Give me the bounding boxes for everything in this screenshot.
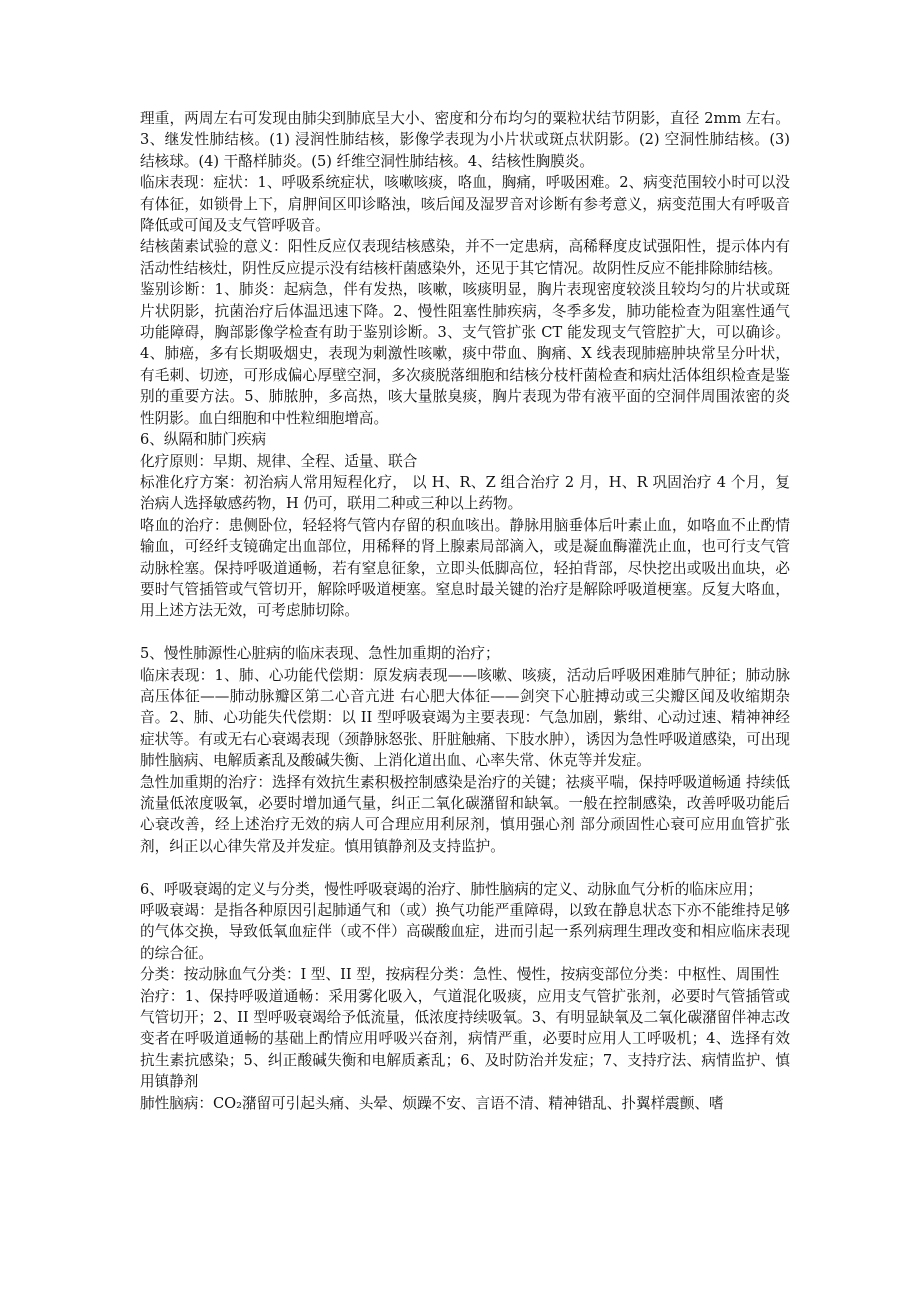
blank-line bbox=[140, 622, 790, 643]
paragraph-chemo-principles: 化疗原则：早期、规律、全程、适量、联合 bbox=[140, 452, 418, 470]
blank-line bbox=[140, 857, 790, 878]
paragraph-cor-pulmonale-manifestations: 临床表现：1、肺、心功能代偿期：原发病表现——咳嗽、咳痰，活动后呼吸困难肺气肿征；肺动脉高压体征——肺动脉瓣区第二心音亢进 右心肥大体征——剑突下心脏搏动或三尖瓣区闻及收缩期杂音。2、肺、心功能失代偿期：以 II 型呼吸衰竭为主要表现：气急加剧，紫绀、心动过速、精神神经症状等。有或无右心衰竭表现（颈静脉怒张、肝脏触痛、下肢水肿），诱因为急性呼吸道感染，可出现肺性脑病、电解质紊乱及酸碱失衡、上消化道出血、心率失常、休克等并发症。 bbox=[140, 666, 790, 770]
paragraph-differential-diagnosis: 鉴别诊断：1、肺炎：起病急，伴有发热，咳嗽，咳痰明显，胸片表现密度较淡且较均匀的片状或斑片状阴影，抗菌治疗后体温迅速下降。2、慢性阻塞性肺疾病，冬季多发，肺功能检查为阻塞性通气功能障碍，胸部影像学检查有助于鉴别诊断。3、支气管扩张 CT 能发现支气管腔扩大，可以确诊。4、肺癌，多有长期吸烟史，表现为刺激性咳嗽，痰中带血、胸痛、X 线表现肺癌肿块常呈分叶状，有毛刺、切迹，可形成偏心厚壁空洞，多次痰脱落细胞和结核分枝杆菌检查和病灶活体组织检查是鉴别的重要方法。5、肺脓肿，多高热，咳大量脓臭痰，胸片表现为带有液平面的空洞伴周围浓密的炎性阴影。血白细胞和中性粒细胞增高。 bbox=[140, 281, 790, 427]
paragraph-acute-exacerbation-treatment: 急性加重期的治疗：选择有效抗生素积极控制感染是治疗的关键；祛痰平喘，保持呼吸道畅通 持续低流量低浓度吸氧，必要时增加通气量，纠正二氧化碳潴留和缺氧。一般在控制感染，改善呼吸功能后心衰改善，经上述治疗无效的病人可合理应用利尿剂，慎用强心剂 部分顽固性心衰可应用血管扩张剂，纠正以心律失常及并发症。慎用镇静剂及支持监护。 bbox=[140, 773, 790, 855]
paragraph-mediastinal-disease: 6、纵隔和肺门疾病 bbox=[140, 431, 267, 449]
paragraph-pulmonary-encephalopathy: 肺性脑病：CO₂潴留可引起头痛、头晕、烦躁不安、言语不清、精神错乱、扑翼样震颤、嗜 bbox=[140, 1094, 724, 1112]
paragraph-respiratory-failure-definition: 呼吸衰竭：是指各种原因引起肺通气和（或）换气功能严重障碍，以致在静息状态下亦不能维持足够的气体交换，导致低氧血症伴（或不伴）高碳酸血症，进而引起一系列病理生理改变和相应临床表现的综合征。 bbox=[140, 902, 790, 962]
paragraph-tuberculin-test: 结核菌素试验的意义：阳性反应仅表现结核感染，并不一定患病，高稀释度皮试强阳性，提示体内有活动性结核灶，阴性反应提示没有结核杆菌感染外，还见于其它情况。故阴性反应不能排除肺结核。 bbox=[140, 238, 790, 277]
paragraph-standard-regimen: 标准化疗方案：初治病人常用短程化疗， 以 H、R、Z 组合治疗 2 月，H、R 巩固治疗 4 个月，复治病人选择敏感药物，H 仍可，联用二种或三种以上药物。 bbox=[140, 473, 790, 513]
section-heading-cor-pulmonale: 5、慢性肺源性心脏病的临床表现、急性加重期的治疗； bbox=[140, 645, 500, 663]
document-page bbox=[140, 108, 790, 1114]
paragraph-hemoptysis-treatment: 咯血的治疗：患侧卧位，轻轻将气管内存留的积血咳出。静脉用脑垂体后叶素止血，如咯血不止酌情输血，可经纤支镜确定出血部位，用稀释的肾上腺素局部滴入，或是凝血酶灌洗止血，也可行支气管动脉栓塞。保持呼吸道通畅，若有窒息征象，立即头低脚高位，轻拍背部，尽快挖出或吸出血块，必要时气管插管或气管切开，解除呼吸道梗塞。窒息时最关键的治疗是解除呼吸道梗塞。反复大咯血，用上述方法无效，可考虑肺切除。 bbox=[140, 516, 790, 620]
section-heading-respiratory-failure: 6、呼吸衰竭的定义与分类，慢性呼吸衰竭的治疗、肺性脑病的定义、动脉血气分析的临床应用； bbox=[140, 880, 763, 898]
paragraph-respiratory-failure-treatment: 治疗：1、保持呼吸道通畅：采用雾化吸入，气道混化吸痰，应用支气管扩张剂，必要时气管插管或气管切开；2、II 型呼吸衰竭给予低流量，低浓度持续吸氧。3、有明显缺氧及二氧化碳潴留伴神志改变者在呼吸道通畅的基础上酌情应用呼吸兴奋剂，病情严重，必要时应用人工呼吸机；4、选择有效抗生素抗感染；5、纠正酸碱失衡和电解质紊乱；6、及时防治并发症；7、支持疗法、病情监护、慎用镇静剂 bbox=[140, 987, 790, 1091]
paragraph-clinical-manifestations: 临床表现：症状：1、呼吸系统症状，咳嗽咳痰，咯血，胸痛，呼吸困难。2、病变范围较小时可以没有体征，如锁骨上下，肩胛间区叩诊略浊，咳后闻及湿罗音对诊断有参考意义，病变范围大有呼吸音降低或可闻及支气管呼吸音。 bbox=[140, 174, 790, 235]
paragraph-classification: 分类：按动脉血气分类：I 型、II 型，按病程分类：急性、慢性，按病变部位分类：中枢性、周围性 bbox=[140, 966, 780, 984]
paragraph-miliary-tb-findings: 理重，两周左右可发现由肺尖到肺底呈大小、密度和分布均匀的粟粒状结节阴影，直径 2mm 左右。3、继发性肺结核。(1) 浸润性肺结核，影像学表现为小片状或斑点状阴影。(2) 空洞性肺结核。(3) 结核球。(4) 干酪样肺炎。(5) 纤维空洞性肺结核。4、结核性胸膜炎。 bbox=[140, 110, 790, 170]
